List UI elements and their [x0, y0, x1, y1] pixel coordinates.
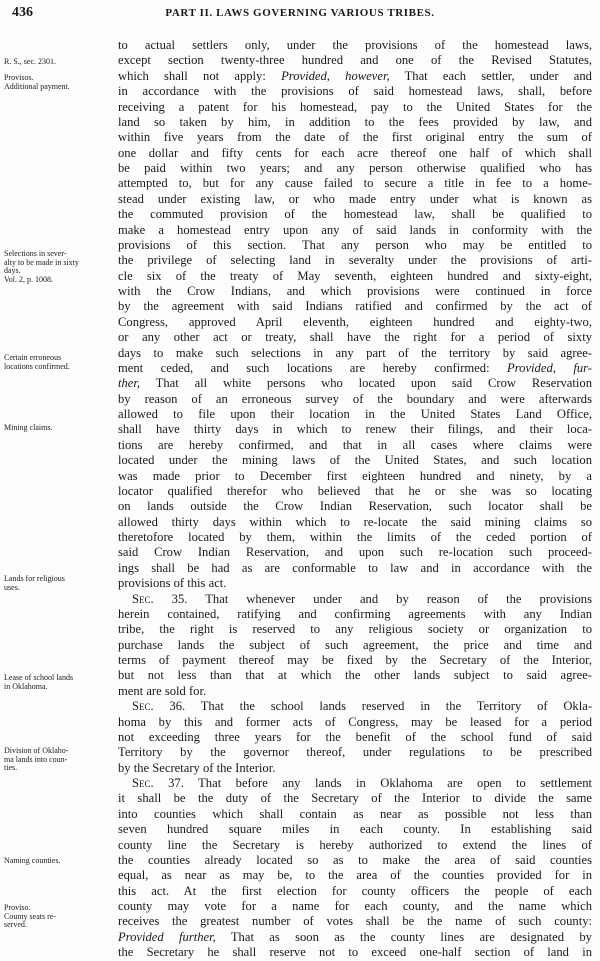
- text-span: provisions of this section. That any person who may be entitled to: [118, 237, 592, 252]
- text-line: [118, 407, 592, 422]
- margin-note-line: Lease of school lands: [4, 673, 74, 682]
- text-span: by reason of an erroneous survey of the boundary and were afterwards: [118, 391, 592, 406]
- text-span: by the agreement with said Indians ratified and confirmed by the act of: [118, 299, 592, 314]
- italic-text: Provided, fur-: [507, 360, 592, 375]
- text-line: [118, 146, 592, 161]
- text-span: That before any lands in Oklahoma are open to settlement: [183, 776, 592, 790]
- margin-note-line: in Oklahoma.: [4, 681, 48, 691]
- text-span: That as soon as the county lines are designated by: [215, 929, 592, 944]
- margin-note-line: Provisos.: [4, 73, 34, 82]
- text-line: [118, 684, 592, 699]
- text-line: [118, 699, 592, 714]
- text-line: [118, 730, 592, 745]
- text-line: [118, 223, 592, 238]
- text-line: [118, 84, 592, 99]
- margin-note-line: County seats re-: [4, 911, 56, 921]
- text-span: Congress, approved April eleventh, eighteen hundred and eighty-two,: [118, 314, 592, 329]
- text-line: [118, 576, 592, 591]
- text-span: not exceeding three years for the benefit of the school fund of said: [118, 729, 592, 744]
- text-line: [118, 638, 592, 653]
- text-span: That the school lands reserved in the Territory of Okla-: [185, 699, 592, 714]
- text-span: That all white persons who located upon said Crow Reservation: [140, 376, 592, 391]
- section-number: Sec. 36.: [132, 699, 186, 714]
- text-line: [118, 622, 592, 637]
- text-line: [118, 361, 592, 376]
- text-line: [118, 776, 592, 791]
- text-span: except section twenty-three hundred and one of the Revised Statutes,: [118, 53, 592, 68]
- text-span: terms of payment thereof may be fixed by the Secretary of the Interior,: [118, 653, 592, 667]
- text-line: [118, 192, 592, 207]
- text-span: cle six of the treaty of May seventh, eighteen hundred and sixty-eight,: [118, 268, 592, 283]
- margin-note: [4, 674, 112, 691]
- text-line: [118, 346, 592, 361]
- text-line: [118, 284, 592, 299]
- margin-note: [4, 904, 112, 930]
- text-line: [118, 38, 592, 53]
- text-line: [118, 884, 592, 899]
- text-span: seven hundred square miles in each county. In establishing said: [118, 822, 592, 837]
- text-line: [118, 853, 592, 868]
- text-span: stead under existing law, or who made entry under what is known as: [118, 191, 592, 206]
- text-span: with the Crow Indians, and which provisions were continued in force: [118, 284, 592, 298]
- margin-note-line: Mining claims.: [4, 423, 53, 432]
- margin-note-line: Vol. 2, p. 1008.: [4, 274, 53, 284]
- text-span: which shall not apply:: [118, 68, 282, 83]
- margin-note-line: Selections in sever-: [4, 249, 67, 258]
- text-span: was made prior to December first eighteen hundred and ninety, by a: [118, 468, 592, 483]
- text-line: [118, 945, 592, 960]
- margin-note: [4, 58, 112, 67]
- margin-notes: [0, 0, 114, 934]
- margin-note-line: Lands for religious: [4, 574, 65, 583]
- text-span: to actual settlers only, under the provisions of the homestead laws,: [118, 38, 592, 52]
- text-span: make a homestead entry upon any of said lands in conformity with the: [118, 222, 592, 237]
- text-span: equal, as near as may be, to the area of the counties provided for in: [118, 868, 592, 883]
- text-line: [118, 822, 592, 837]
- text-line: [118, 530, 592, 545]
- text-span: the commuted provision of the homestead law, shall be qualified to: [118, 207, 592, 222]
- margin-note: [4, 575, 112, 592]
- text-line: [118, 838, 592, 853]
- text-line: [118, 453, 592, 468]
- text-span: the Secretary he shall reserve not to exceed one-half section of land in: [118, 945, 592, 960]
- text-span: the privilege of selecting land in severalty under the provisions of arti-: [118, 253, 592, 268]
- text-span: shall have thirty days in which to renew their filings, and their loca-: [118, 422, 592, 437]
- margin-note-line: Certain erroneous: [4, 353, 62, 362]
- text-line: [118, 161, 592, 176]
- margin-note-line: Additional payment.: [4, 81, 70, 91]
- text-span: Territory by the governor thereof, under regulations to be prescribed: [118, 745, 592, 760]
- text-span: ment ceded, and such locations are hereby confirmed:: [118, 360, 508, 375]
- text-line: [118, 761, 592, 776]
- text-span: theretofore located by them, within the limits of the ceded portion of: [118, 530, 592, 544]
- text-span: herein contained, ratifying and confirming agreements with any Indian: [118, 606, 592, 621]
- margin-note: [4, 747, 112, 773]
- text-span: days to make such selections in any part of the territory by said agree-: [118, 345, 592, 360]
- text-line: [118, 499, 592, 514]
- text-line: [118, 930, 592, 945]
- margin-note: [4, 354, 112, 371]
- margin-note-line: days.: [4, 266, 21, 275]
- text-line: [118, 315, 592, 330]
- text-span: said Crow Indian Reservation, and upon such re-location such proceed-: [118, 545, 592, 560]
- text-line: [118, 299, 592, 314]
- text-span: in accordance with the provisions of said homestead laws, shall, before: [118, 84, 592, 99]
- text-line: [118, 238, 592, 253]
- text-line: [118, 592, 592, 607]
- text-span: be paid within two years; and any person otherwise qualified who has: [118, 161, 592, 175]
- text-line: [118, 392, 592, 407]
- text-line: [118, 115, 592, 130]
- text-line: [118, 484, 592, 499]
- margin-note-line: Proviso.: [4, 903, 31, 912]
- text-line: [118, 207, 592, 222]
- text-line: [118, 745, 592, 760]
- text-line: [118, 791, 592, 806]
- section-number: Sec. 37.: [132, 776, 184, 790]
- text-span: allowed to file upon their location in the United States Land Office,: [118, 407, 592, 421]
- text-span: within five years from the date of the first original entry the sum of: [118, 130, 592, 145]
- text-span: ment are sold for.: [118, 683, 207, 698]
- italic-text: Provided further,: [118, 929, 216, 944]
- margin-note: [4, 424, 112, 433]
- italic-text: Provided, however,: [281, 68, 390, 83]
- text-span: homa by this and former acts of Congress, may be leased for a period: [118, 714, 592, 729]
- text-span: located under the mining laws of the United States, and such location: [118, 453, 592, 468]
- text-span: provisions of this act.: [118, 576, 227, 591]
- text-line: [118, 868, 592, 883]
- text-span: attempted to, but for any cause failed to secure a title in fee to a home-: [118, 176, 592, 191]
- text-line: [118, 914, 592, 929]
- text-span: locator qualified therefor who believed that he or she was so locating: [118, 483, 592, 498]
- text-span: into counties which shall contain as near as possible not less than: [118, 806, 592, 821]
- text-span: county may vote for a name for each county, and the name which: [118, 899, 592, 913]
- margin-note: [4, 74, 112, 91]
- margin-note-line: Naming counties.: [4, 856, 61, 865]
- text-span: ings shall be had as are conformable to law and in accordance with the: [118, 560, 592, 575]
- text-span: receives the greatest number of votes shall be the name of such county:: [118, 914, 592, 929]
- text-line: [118, 438, 592, 453]
- margin-note-line: ma lands into coun-: [4, 754, 68, 764]
- text-span: on lands outside the Crow Indian Reservation, such locator shall be: [118, 499, 592, 514]
- text-line: [118, 130, 592, 145]
- margin-note-line: alty to be made in sixty: [4, 257, 79, 267]
- text-span: one dollar and fifty cents for each acre thereof one half of which shall: [118, 145, 592, 160]
- page-number: 436: [12, 5, 33, 20]
- text-span: allowed thirty days within which to re-locate the said mining claims so: [118, 514, 592, 529]
- text-span: but not less than that at which the other lands subject to said agree-: [118, 668, 592, 683]
- text-span: county line the Secretary is hereby authorized to extend the lines of: [118, 837, 592, 852]
- text-span: it shall be the duty of the Secretary of the Interior to divide the same: [118, 791, 592, 806]
- text-line: [118, 899, 592, 914]
- margin-note-line: locations confirmed.: [4, 361, 70, 371]
- body-text: [118, 38, 592, 961]
- italic-text: ther,: [118, 376, 141, 391]
- margin-note: [4, 250, 112, 284]
- text-span: That whenever under and by reason of the provisions: [187, 591, 592, 606]
- text-line: [118, 469, 592, 484]
- text-line: [118, 668, 592, 683]
- text-line: [118, 653, 592, 668]
- margin-note-line: ties.: [4, 763, 18, 772]
- text-line: [118, 330, 592, 345]
- text-line: [118, 515, 592, 530]
- running-head: PART II. LAWS GOVERNING VARIOUS TRIBES.: [165, 7, 435, 19]
- margin-note: [4, 857, 112, 866]
- text-line: [118, 545, 592, 560]
- text-span: the counties already located so as to make the area of said counties: [118, 852, 592, 867]
- text-line: [118, 69, 592, 84]
- text-line: [118, 807, 592, 822]
- text-span: receiving a patent for his homestead, pay to the United States for the: [118, 99, 592, 114]
- text-line: [118, 607, 592, 622]
- text-line: [118, 715, 592, 730]
- margin-note-line: Division of Oklaho-: [4, 746, 69, 755]
- text-span: That each settler, under and: [389, 68, 592, 83]
- margin-note-line: R. S., sec. 2301.: [4, 57, 56, 66]
- text-line: [118, 422, 592, 437]
- text-line: [118, 376, 592, 391]
- text-line: [118, 100, 592, 115]
- section-number: Sec. 35.: [132, 591, 188, 606]
- text-span: tions are hereby confirmed, and that in all cases where claims were: [118, 437, 592, 452]
- text-line: [118, 269, 592, 284]
- text-span: tribe, the right is reserved to any religious society or organization to: [118, 622, 592, 637]
- text-line: [118, 253, 592, 268]
- text-line: [118, 176, 592, 191]
- margin-note-line: served.: [4, 920, 27, 929]
- text-span: land so taken by him, in addition to the fees provided by law, and: [118, 114, 592, 129]
- text-span: by the Secretary of the Interior.: [118, 760, 276, 775]
- text-span: purchase lands the subject of such agreement, the price and time and: [118, 637, 592, 652]
- text-span: this act. At the first election for county officers the people of each: [118, 883, 592, 898]
- margin-note-line: uses.: [4, 582, 20, 592]
- text-line: [118, 53, 592, 68]
- text-line: [118, 561, 592, 576]
- text-span: or any other act or treaty, shall have the right for a period of sixty: [118, 330, 592, 345]
